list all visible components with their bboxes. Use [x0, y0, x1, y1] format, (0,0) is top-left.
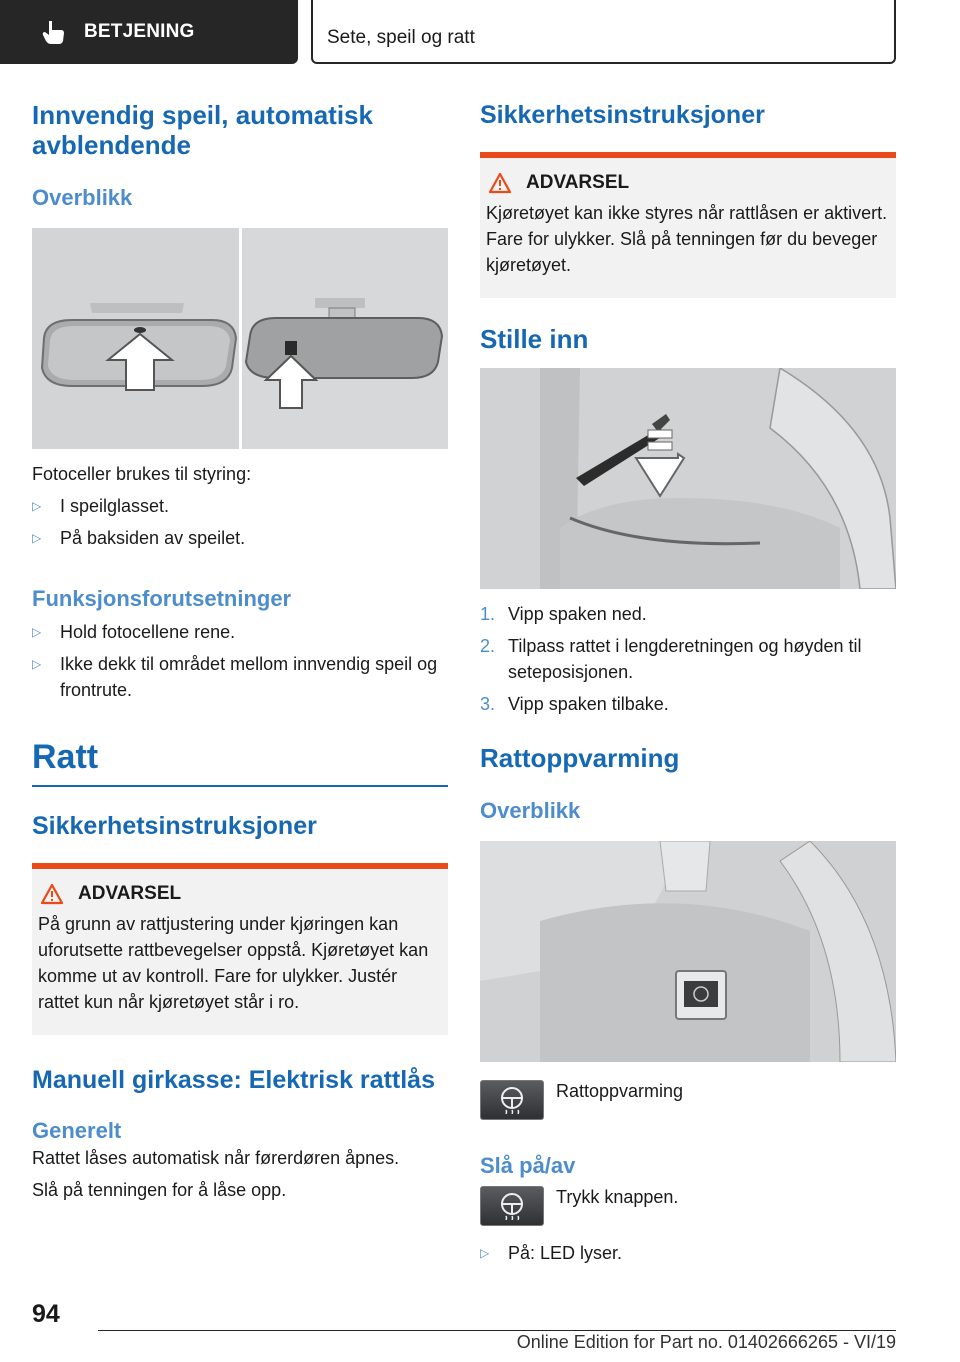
photocells-intro: Fotoceller brukes til styring:	[32, 464, 252, 484]
functional-heading: Funksjonsforutsetninger	[32, 586, 292, 611]
heating-icon-row	[480, 1080, 896, 1120]
heating-overview-heading: Overblikk	[480, 798, 581, 823]
list-item: ▷ På: LED lyser.	[480, 1240, 896, 1266]
heating-icon-label: Rattoppvarming	[556, 1081, 684, 1101]
heated-steering-wheel-icon	[497, 1192, 527, 1220]
section-label: BETJENING	[84, 21, 195, 42]
left-column	[32, 100, 448, 1203]
press-button-row	[480, 1186, 896, 1226]
list-item: ▷ På baksiden av speilet.	[32, 525, 448, 551]
warning-triangle-icon	[40, 883, 64, 905]
heating-button-image	[480, 841, 896, 1062]
edition-text: Online Edition for Part no. 01402666265 - VI/19	[516, 1332, 896, 1352]
steering-heating-button-icon	[480, 1080, 544, 1120]
mirror-heading: Innvendig speil, automatisk avblendende	[32, 100, 373, 160]
steering-lever-image	[480, 368, 896, 589]
triangle-bullet-icon: ▷	[32, 499, 42, 513]
warning-title: ADVARSEL	[38, 883, 442, 905]
triangle-bullet-icon: ▷	[32, 531, 42, 545]
step-item: 3. Vipp spaken tilbake.	[480, 694, 669, 714]
step-item: 2. Tilpass rattet i lengderetningen og høyden til seteposisjonen.	[480, 636, 862, 682]
hand-pointer-icon	[40, 19, 66, 45]
steering-lever-illustration	[480, 368, 896, 589]
warning-title: ADVARSEL	[486, 172, 890, 194]
heating-button-illustration	[480, 841, 896, 1062]
general-text-1: Rattet låses automatisk når førerdøren åpnes.	[32, 1148, 400, 1168]
section-tab	[0, 0, 298, 64]
step-item: 1. Vipp spaken ned.	[480, 604, 647, 624]
warning-triangle-icon	[488, 172, 512, 194]
list-item: ▷ Hold fotocellene rene.	[32, 619, 448, 645]
chapter-tab	[311, 0, 896, 64]
mirror-image	[32, 228, 448, 449]
section-divider	[32, 785, 448, 787]
warning-text: Kjøretøyet kan ikke styres når rattlåsen er aktivert. Fare for ulykker. Slå på tenningen før du beveger kjøretøyet.	[486, 203, 888, 275]
warning-box	[480, 152, 896, 298]
footer-divider	[98, 1330, 896, 1331]
page-header	[0, 0, 960, 66]
triangle-bullet-icon: ▷	[480, 1246, 490, 1260]
page-footer	[0, 1290, 960, 1362]
warning-box	[32, 863, 448, 1035]
mirror-overview-heading: Overblikk	[32, 185, 133, 210]
heating-heading: Rattoppvarming	[480, 743, 680, 773]
triangle-bullet-icon: ▷	[32, 657, 42, 671]
warning-text: På grunn av rattjustering under kjøringen kan uforutsette rattbevegelser oppstå. Kjøretøyet kan komme ut av kontroll. Fare for ulykker. Justér rattet kun når kjøretøyet står i ro.	[38, 914, 429, 1012]
right-safety-heading: Sikkerhetsinstruksjoner	[480, 101, 765, 129]
list-item: ▷ Ikke dekk til området mellom innvendig speil og frontrute.	[32, 651, 448, 703]
triangle-bullet-icon: ▷	[32, 625, 42, 639]
press-button-text: Trykk knappen.	[556, 1187, 679, 1207]
heated-steering-wheel-icon	[497, 1086, 527, 1114]
page-number: 94	[32, 1300, 60, 1328]
right-column	[480, 100, 896, 1266]
manual-lock-heading: Manuell girkasse: Elektrisk rattlås	[32, 1066, 435, 1094]
chapter-label: Sete, speil og ratt	[327, 27, 475, 48]
mirror-illustration	[32, 228, 448, 449]
onoff-heading: Slå på/av	[480, 1153, 576, 1178]
adjust-heading: Stille inn	[480, 324, 589, 354]
list-item: ▷ I speilglasset.	[32, 493, 448, 519]
safety-heading: Sikkerhetsinstruksjoner	[32, 812, 317, 840]
steering-heating-button-icon	[480, 1186, 544, 1226]
general-heading: Generelt	[32, 1118, 122, 1143]
ratt-heading: Ratt	[32, 738, 99, 776]
general-text-2: Slå på tenningen for å låse opp.	[32, 1180, 287, 1200]
